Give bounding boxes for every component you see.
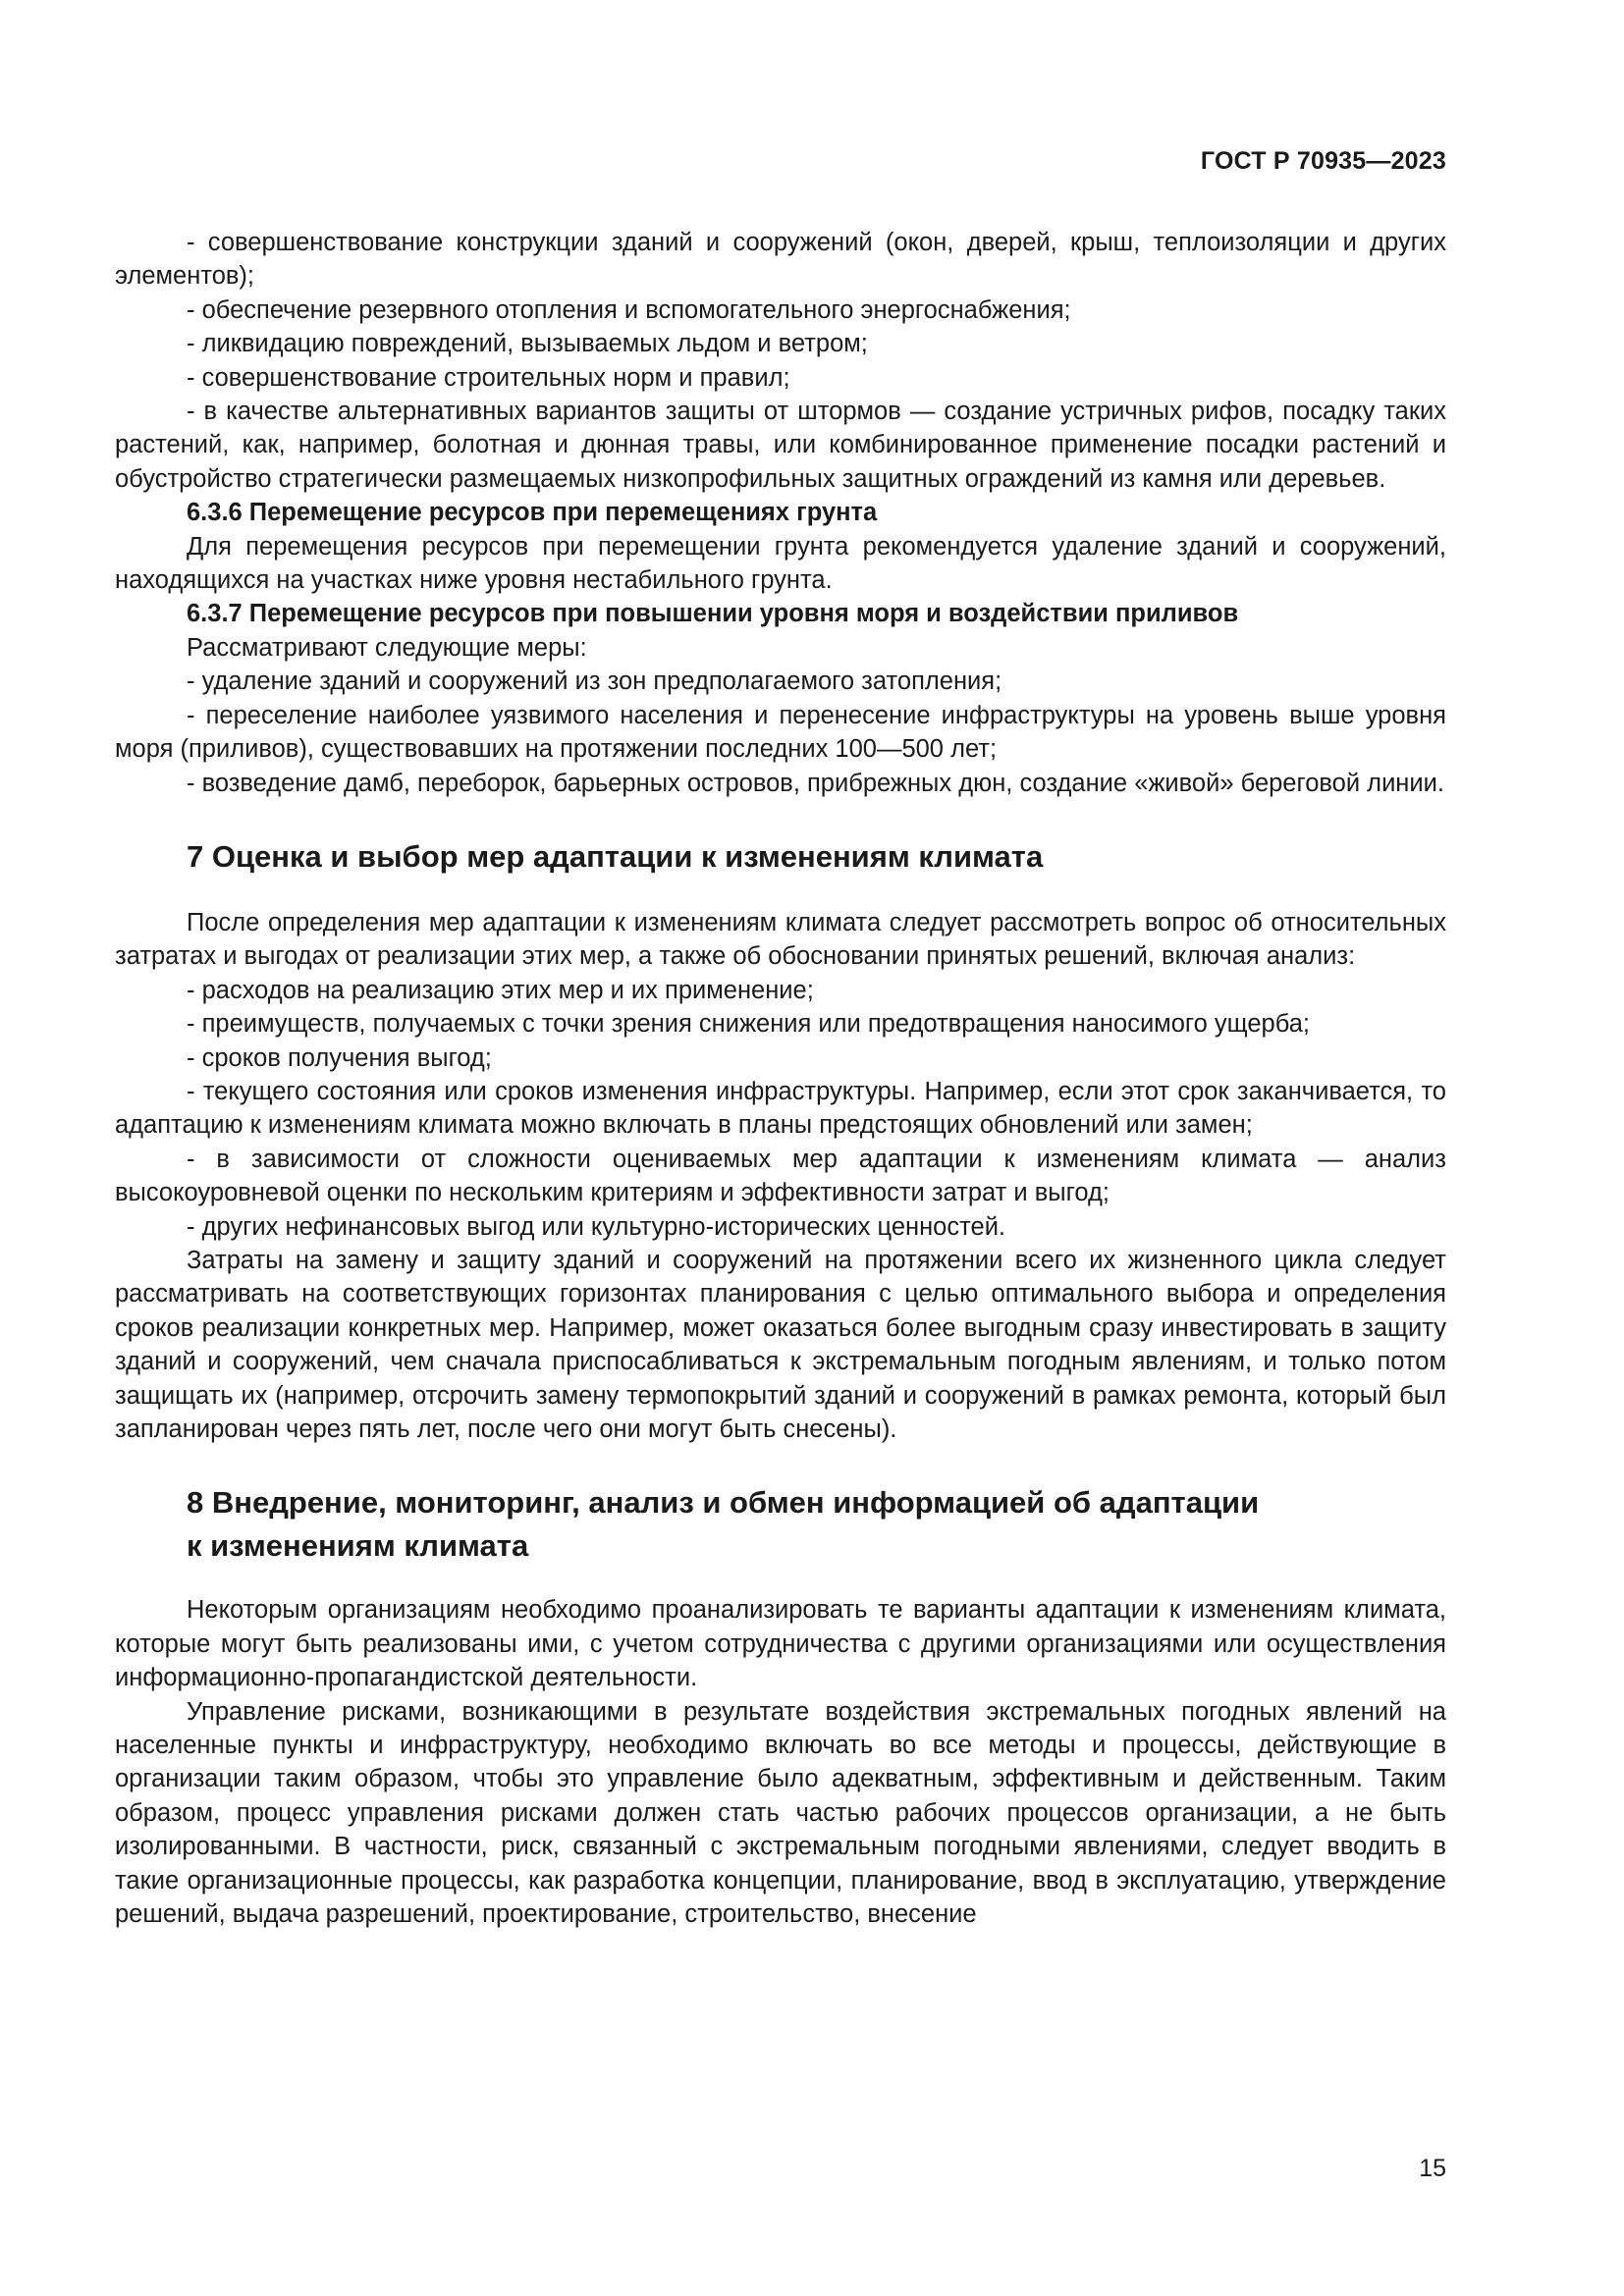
list-item: - расходов на реализацию этих мер и их применение;	[187, 976, 814, 1004]
list-item: - сроков получения выгод;	[187, 1043, 492, 1072]
list-item: - в зависимости от сложности оцениваемых мер адаптации к изменениям климата — анализ высокоуровневой оценки по нескольким критериям и эффективности затрат и выгод;	[115, 1145, 1446, 1207]
paragraph: Рассматривают следующие меры:	[187, 633, 587, 662]
list-item: - совершенствование конструкции зданий и сооружений (окон, дверей, крыш, теплоизоляции и других элементов);	[115, 229, 1446, 291]
list-item: - переселение наиболее уязвимого населения и перенесение инфраструктуры на уровень выше уровня моря (приливов), существовавших на протяжении последних 100—500 лет;	[115, 701, 1446, 764]
section-heading-7: 7 Оценка и выбор мер адаптации к изменениям климата	[187, 838, 1044, 874]
list-item: - в качестве альтернативных вариантов защиты от штормов — создание устричных рифов, посадку таких растений, как, например, болотная и дюнная травы, или комбинированное применение посадки растений и обустройство стратегически размещаемых низкопрофильных защитных ограждений из камня или деревьев.	[115, 398, 1446, 493]
list-item: - других нефинансовых выгод или культурно-исторических ценностей.	[187, 1212, 1006, 1241]
document-code: ГОСТ Р 70935—2023	[1200, 147, 1446, 175]
list-item: - совершенствование строительных норм и правил;	[187, 363, 790, 392]
paragraph: Управление рисками, возникающими в результате воздействия экстремальных погодных явлений на населенные пункты и инфраструктуру, необходимо включать во все методы и процессы, действующие в организации таким образом, чтобы это управление было адекватным, эффективным и действенным. Таким образом, процесс управления рисками должен стать частью рабочих процессов организации, а не быть изолированными. В частности, риск, связанный с экстремальным погодными явлениями, следует вводить в такие организационные процессы, как разработка концепции, планирование, ввод в эксплуатацию, утверждение решений, выдача разрешений, проектирование, строительство, внесение	[115, 1697, 1446, 1929]
paragraph: После определения мер адаптации к изменениям климата следует рассмотреть вопрос об относительных затратах и выгодах от реализации этих мер, а также об обосновании принятых решений, включая анализ:	[115, 908, 1446, 971]
list-item: - ликвидацию повреждений, вызываемых льдом и ветром;	[187, 330, 868, 358]
page-number: 15	[1419, 2155, 1446, 2182]
section-heading-8-line2: к изменениям климата	[187, 1528, 529, 1564]
list-item: - удаление зданий и сооружений из зон предполагаемого затопления;	[187, 667, 1002, 696]
subsection-heading-6-3-7: 6.3.7 Перемещение ресурсов при повышении уровня моря и воздействии приливов	[187, 600, 1239, 628]
list-item: - обеспечение резервного отопления и вспомогательного энергоснабжения;	[187, 295, 1071, 324]
paragraph: Затраты на замену и защиту зданий и сооружений на протяжении всего их жизненного цикла следует рассматривать на соответствующих горизонтах планирования с целью оптимального выбора и определения сроков реализации конкретных мер. Например, может оказаться более выгодным сразу инвестировать в защиту зданий и сооружений, чем сначала приспосабливаться к экстремальным погодным явлениям, и только потом защищать их (например, отсрочить замену термопокрытий зданий и сооружений в рамках ремонта, который был запланирован через пять лет, после чего они могут быть снесены).	[115, 1246, 1446, 1443]
document-page	[115, 0, 1446, 2296]
paragraph: Для перемещения ресурсов при перемещении грунта рекомендуется удаление зданий и сооружений, находящихся на участках ниже уровня нестабильного грунта.	[115, 532, 1446, 595]
section-heading-8	[115, 1481, 1446, 1568]
paragraph: Некоторым организациям необходимо проанализировать те варианты адаптации к изменениям климата, которые могут быть реализованы ими, с учетом сотрудничества с другими организациями или осуществления информационно-пропагандистской деятельности.	[115, 1596, 1446, 1692]
subsection-heading-6-3-6: 6.3.6 Перемещение ресурсов при перемещениях грунта	[187, 499, 878, 527]
list-item: - текущего состояния или сроков изменения инфраструктуры. Например, если этот срок заканчивается, то адаптацию к изменениям климата можно включать в планы предстоящих обновлений или замен;	[115, 1077, 1446, 1140]
section-heading-8-line1: 8 Внедрение, мониторинг, анализ и обмен информацией об адаптации	[187, 1485, 1260, 1521]
list-item: - преимуществ, получаемых с точки зрения снижения или предотвращения наносимого ущерба;	[187, 1010, 1311, 1039]
list-item: - возведение дамб, переборок, барьерных островов, прибрежных дюн, создание «живой» береговой линии.	[187, 769, 1444, 797]
page-content	[115, 226, 1446, 1931]
